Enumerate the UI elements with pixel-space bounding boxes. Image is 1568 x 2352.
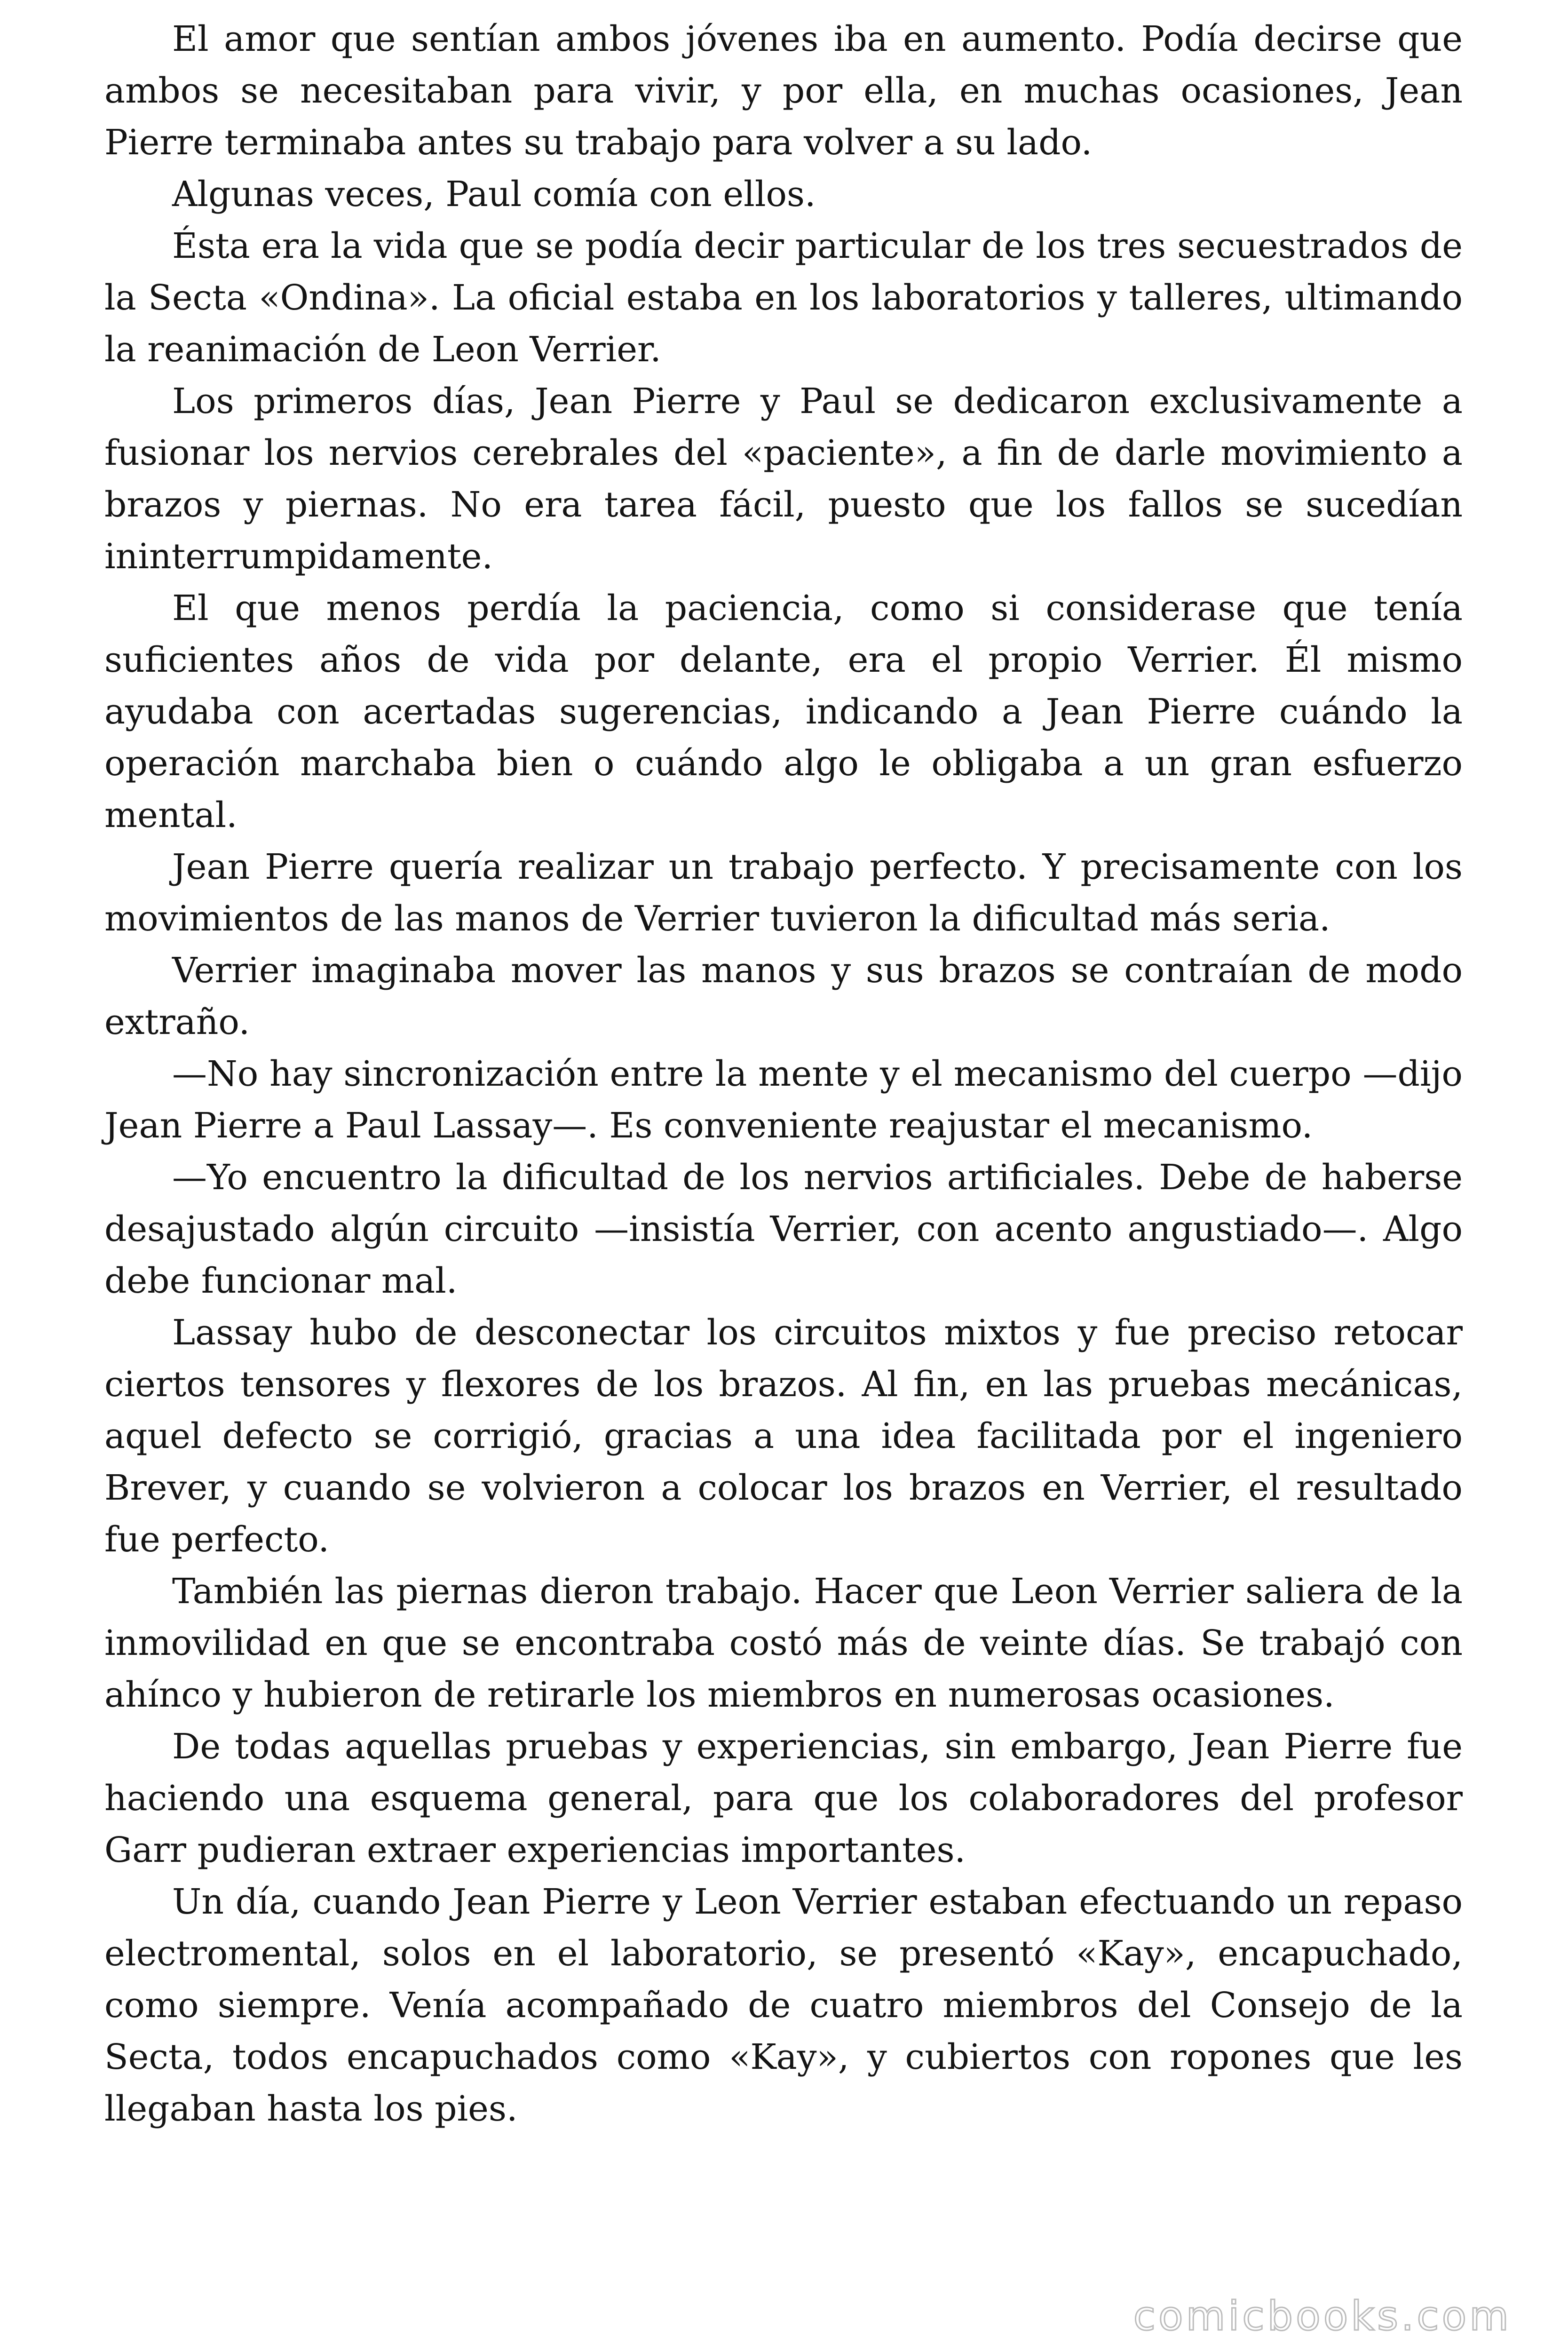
- paragraph: El amor que sentían ambos jóvenes iba en aumento. Podía decirse que ambos se necesitaban para vivir, y por ella, en muchas ocasiones, Jean Pierre terminaba antes su trabajo para volver a su lado.: [104, 19, 1463, 163]
- paragraph: El que menos perdía la paciencia, como si considerase que tenía suficientes años de vida por delante, era el propio Verrier. Él mismo ayudaba con acertadas sugerencias, indicando a Jean Pierre cuándo la operación marchaba bien o cuándo algo le obligaba a un gran esfuerzo mental.: [104, 588, 1463, 835]
- paragraph: —No hay sincronización entre la mente y el mecanismo del cuerpo —dijo Jean Pierre a Paul Lassay—. Es conveniente reajustar el mecanismo.: [104, 1054, 1463, 1146]
- paragraph: Un día, cuando Jean Pierre y Leon Verrier estaban efectuando un repaso electromental, solos en el laboratorio, se presentó «Kay», encapuchado, como siempre. Venía acompañado de cuatro miembros del Consejo de la Secta, todos encapuchados como «Kay», y cubiertos con ropones que les llegaban hasta los pies.: [104, 1882, 1463, 2129]
- paragraph: Lassay hubo de desconectar los circuitos mixtos y fue preciso retocar ciertos tensores y flexores de los brazos. Al fin, en las pruebas mecánicas, aquel defecto se corrigió, gracias a una idea facilitada por el ingeniero Brever, y cuando se volvieron a colocar los brazos en Verrier, el resultado fue perfecto.: [104, 1312, 1463, 1560]
- watermark: comicbooks.com: [1133, 2293, 1512, 2340]
- page-text: [104, 13, 1463, 2135]
- paragraph: Algunas veces, Paul comía con ellos.: [172, 174, 816, 215]
- paragraph: Los primeros días, Jean Pierre y Paul se dedicaron exclusivamente a fusionar los nervios cerebrales del «paciente», a fin de darle movimiento a brazos y piernas. No era tarea fácil, puesto que los fallos se sucedían ininterrumpidamente.: [104, 381, 1463, 577]
- paragraph: —Yo encuentro la dificultad de los nervios artificiales. Debe de haberse desajustado algún circuito —insistía Verrier, con acento angustiado—. Algo debe funcionar mal.: [104, 1157, 1463, 1301]
- paragraph: De todas aquellas pruebas y experiencias, sin embargo, Jean Pierre fue haciendo una esquema general, para que los colaboradores del profesor Garr pudieran extraer experiencias importantes.: [104, 1726, 1463, 1870]
- paragraph: Jean Pierre quería realizar un trabajo perfecto. Y precisamente con los movimientos de las manos de Verrier tuvieron la dificultad más seria.: [104, 847, 1463, 939]
- paragraph: También las piernas dieron trabajo. Hacer que Leon Verrier saliera de la inmovilidad en que se encontraba costó más de veinte días. Se trabajó con ahínco y hubieron de retirarle los miembros en numerosas ocasiones.: [104, 1571, 1463, 1715]
- paragraph: Ésta era la vida que se podía decir particular de los tres secuestrados de la Secta «Ondina». La oficial estaba en los laboratorios y talleres, ultimando la reanimación de Leon Verrier.: [104, 226, 1463, 370]
- paragraph: Verrier imaginaba mover las manos y sus brazos se contraían de modo extraño.: [104, 950, 1463, 1042]
